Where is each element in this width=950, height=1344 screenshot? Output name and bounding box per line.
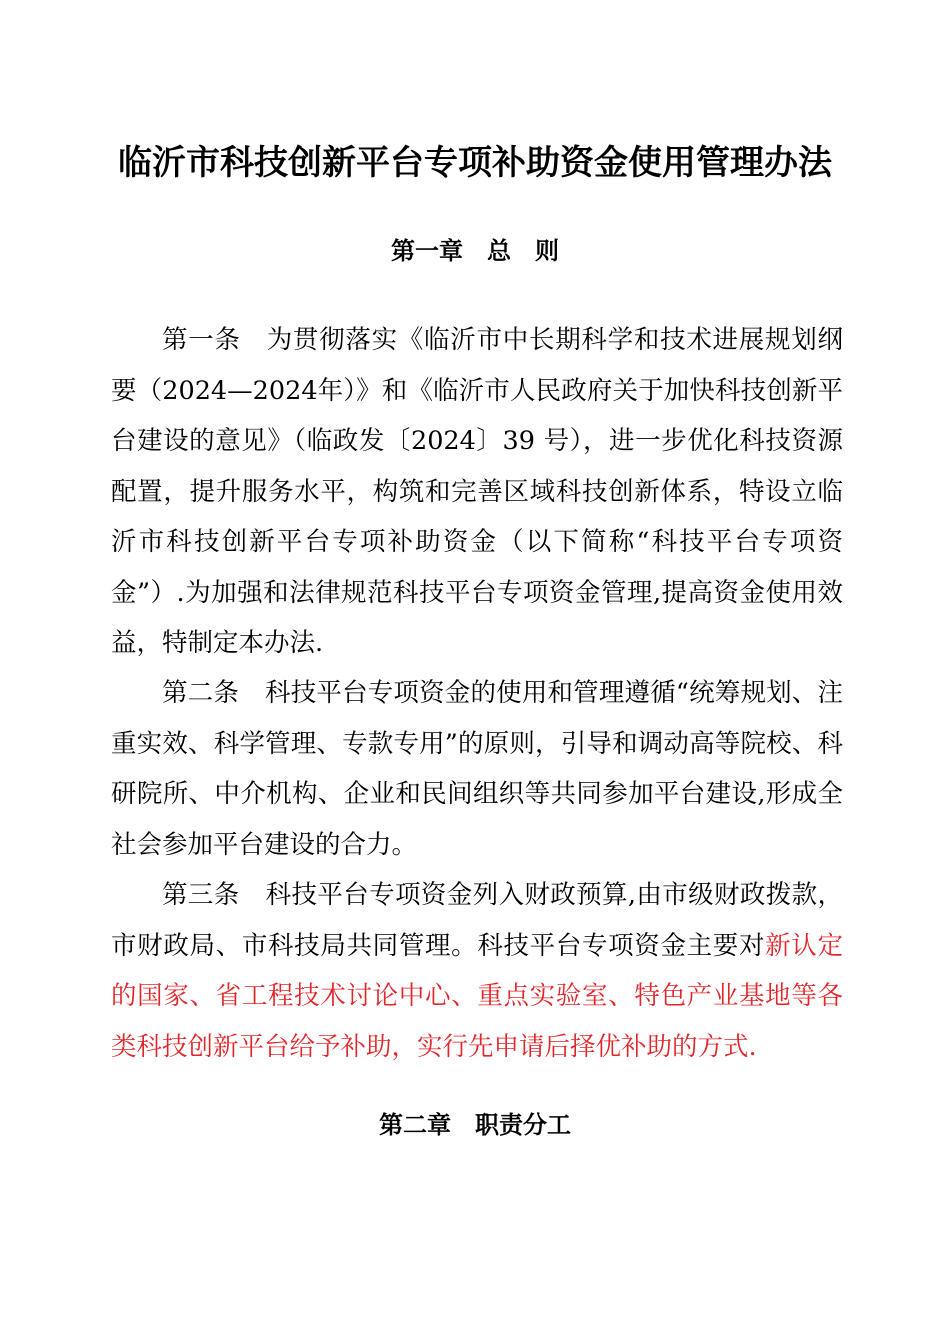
article-1-paragraph [111, 315, 843, 669]
article-3-label: 第三条 [162, 880, 240, 910]
article-3-paragraph [111, 870, 843, 1072]
article-3-text: 科技平台专项资金列入财政预算,由市级财政拨款，市财政局、市科技局共同管理。科技平台专项资金主要对 [111, 880, 843, 961]
article-3-highlighted-text: 新认定的国家、省工程技术讨论中心、重点实验室、特色产业基地等各类科技创新平台给予补助，实行先申请后择优补助的方式. [111, 930, 843, 1062]
chapter-heading-general: 第一章 总 则 [391, 237, 559, 265]
article-2-paragraph [111, 668, 843, 870]
article-2-label: 第二条 [162, 678, 240, 708]
document-title: 临沂市科技创新平台专项补助资金使用管理办法 [118, 143, 832, 183]
article-1-text: 为贯彻落实《临沂市中长期科学和技术进展规划纲要（2024—2024年）》和《临沂市人民政府关于加快科技创新平台建设的意见》（临政发〔2024〕39 号），进一步优化科技资源配置，提升服务水平，构筑和完善区域科技创新体系，特设立临沂市科技创新平台专项补助资金（以下简称“科技平台专项资金”）.为加强和法律规范科技平台专项资金管理,提高资金使用效益，特制定本办法. [111, 325, 843, 658]
article-1-label: 第一条 [162, 325, 241, 355]
article-2-text: 科技平台专项资金的使用和管理遵循“统筹规划、注重实效、科学管理、专款专用”的原则，引导和调动高等院校、科研院所、中介机构、企业和民间组织等共同参加平台建设,形成全社会参加平台建设的合力。 [111, 678, 843, 860]
chapter-heading-responsibilities: 第二章 职责分工 [379, 1111, 571, 1139]
